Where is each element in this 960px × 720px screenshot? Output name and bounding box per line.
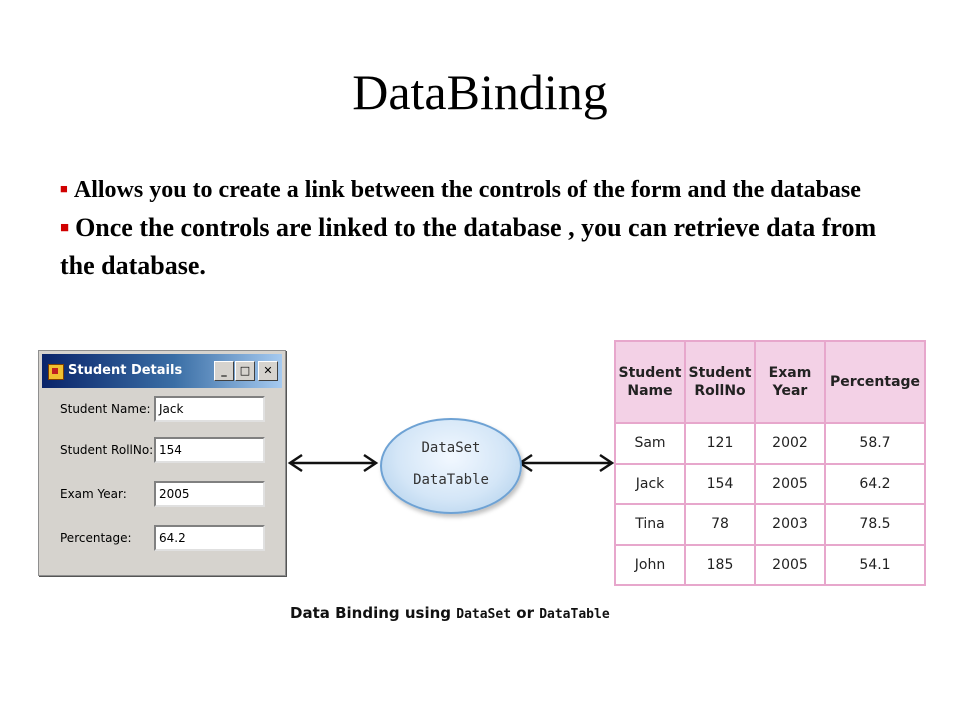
student-name-input[interactable]: Jack xyxy=(154,396,265,422)
field-label: Student Name: xyxy=(60,402,151,416)
bullet-text: Once the controls are linked to the database , you can retrieve data from the database. xyxy=(60,213,877,280)
window-title: Student Details xyxy=(68,363,183,378)
caption-term-datatable: DataTable xyxy=(539,607,610,622)
figure-caption xyxy=(290,604,610,622)
table-cell: 2003 xyxy=(755,504,825,545)
table-cell: John xyxy=(615,545,685,586)
table-cell: 58.7 xyxy=(825,423,925,464)
table-cell: Tina xyxy=(615,504,685,545)
table-row xyxy=(615,423,925,464)
table-cell: 154 xyxy=(685,464,755,505)
dataset-label: DataSet xyxy=(421,440,481,456)
field-label: Student RollNo: xyxy=(60,443,154,457)
table-row xyxy=(615,504,925,545)
student-rollno-input[interactable]: 154 xyxy=(154,437,265,463)
table-cell: 2005 xyxy=(755,464,825,505)
bullet-text: Allows you to create a link between the controls of the form and the database xyxy=(73,177,861,203)
table-cell: 54.1 xyxy=(825,545,925,586)
table-row xyxy=(615,464,925,505)
double-arrow-right xyxy=(520,455,612,471)
table-cell: 2002 xyxy=(755,423,825,464)
slide-title: DataBinding xyxy=(352,64,608,120)
caption-prefix: Data Binding using xyxy=(290,604,457,622)
exam-year-input[interactable]: 2005 xyxy=(154,481,265,507)
caption-middle: or xyxy=(511,604,540,622)
caption-term-dataset: DataSet xyxy=(456,607,512,622)
dataset-ellipse xyxy=(380,418,522,514)
table-cell: 185 xyxy=(685,545,755,586)
double-arrow-left xyxy=(290,455,376,471)
table-cell: 2005 xyxy=(755,545,825,586)
table-cell: 78.5 xyxy=(825,504,925,545)
table-row xyxy=(615,545,925,586)
column-header: Percentage xyxy=(825,341,925,423)
maximize-button[interactable]: □ xyxy=(235,361,255,381)
square-bullet-icon: ■ xyxy=(60,220,70,236)
table-cell: 121 xyxy=(685,423,755,464)
column-header: Student Name xyxy=(615,341,685,423)
column-header: Exam Year xyxy=(755,341,825,423)
table-cell: Jack xyxy=(615,464,685,505)
student-data-table xyxy=(614,340,926,586)
table-cell: 78 xyxy=(685,504,755,545)
close-button[interactable]: ✕ xyxy=(258,361,278,381)
square-bullet-icon: ■ xyxy=(60,181,68,196)
table-cell: Sam xyxy=(615,423,685,464)
column-header: Student RollNo xyxy=(685,341,755,423)
table-cell: 64.2 xyxy=(825,464,925,505)
minimize-button[interactable]: _ xyxy=(214,361,234,381)
percentage-input[interactable]: 64.2 xyxy=(154,525,265,551)
table-header-row xyxy=(615,341,925,423)
datatable-label: DataTable xyxy=(413,472,489,488)
field-label: Percentage: xyxy=(60,531,132,545)
field-label: Exam Year: xyxy=(60,487,127,501)
